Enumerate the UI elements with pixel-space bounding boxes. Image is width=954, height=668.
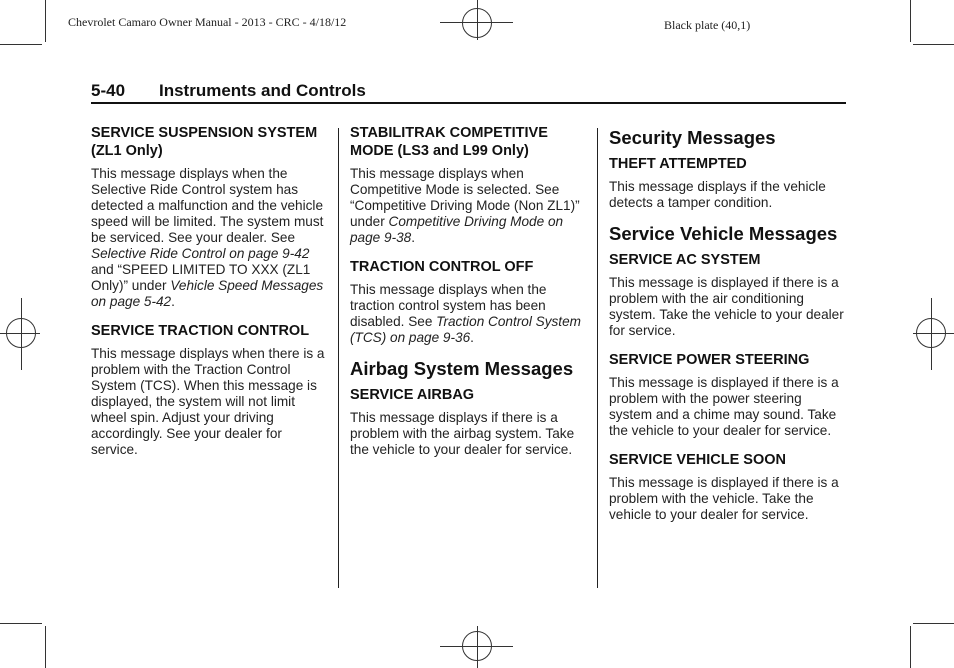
heading-traction-control-off: TRACTION CONTROL OFF — [350, 259, 534, 275]
crop-mark — [913, 623, 954, 624]
body-service-traction-control: This message displays when there is a problem with the Traction Control System (TCS). When this message is displayed, the system will not limit wheel spin. Adjust your driving accordingly. See your dealer for service. — [91, 346, 325, 457]
registration-crosshair — [913, 333, 954, 334]
body-theft-attempted: This message displays if the vehicle detects a tamper condition. — [609, 179, 826, 210]
body-service-suspension: This message displays when the Selective Ride Control system has detected a malfunction and the vehicle speed will be limited. The system must be serviced. See your dealer. See Selective Ride Control on page 9-42 and “SPEED LIMITED TO XXX (ZL1 Only)” under Vehicle Speed Messages on page 5-42. — [91, 166, 324, 309]
crop-mark — [910, 0, 911, 42]
section-title: Instruments and Controls — [159, 81, 366, 100]
title-security-messages: Security Messages — [609, 127, 776, 148]
body-service-power-steering: This message is displayed if there is a problem with the power steering system and a chime may sound. Take the vehicle to your dealer for service. — [609, 375, 839, 438]
heading-service-traction-control: SERVICE TRACTION CONTROL — [91, 323, 310, 339]
crop-mark — [45, 0, 46, 42]
heading-stabilitrak-competitive: STABILITRAK COMPETITIVE MODE (LS3 and L99 Only) — [350, 125, 548, 159]
xref-competitive-driving-mode[interactable]: Competitive Driving Mode on page 9-38 — [350, 214, 564, 245]
xref-selective-ride-control[interactable]: Selective Ride Control on page 9-42 — [91, 246, 310, 261]
crop-mark — [913, 44, 954, 45]
print-header-left: Chevrolet Camaro Owner Manual - 2013 - CRC - 4/18/12 — [68, 15, 347, 29]
registration-crosshair — [0, 333, 40, 334]
header-rule — [91, 102, 846, 104]
heading-service-ac-system: SERVICE AC SYSTEM — [609, 252, 761, 268]
heading-service-power-steering: SERVICE POWER STEERING — [609, 352, 810, 368]
body-service-airbag: This message displays if there is a problem with the airbag system. Take the vehicle to your dealer for service. — [350, 410, 575, 457]
column-2 — [350, 124, 586, 470]
page-header — [91, 81, 846, 101]
body-service-ac-system: This message is displayed if there is a problem with the air conditioning system. Take the vehicle to your dealer for service. — [609, 275, 844, 338]
registration-crosshair — [477, 0, 478, 40]
print-header-right: Black plate (40,1) — [664, 18, 751, 32]
body-stabilitrak-competitive: This message displays when Competitive Mode is selected. See “Competitive Driving Mode (Non ZL1)” under Competitive Driving Mode on page 9-38. — [350, 166, 580, 245]
title-service-vehicle-messages: Service Vehicle Messages — [609, 223, 838, 244]
column-1 — [91, 124, 327, 470]
crop-mark — [45, 626, 46, 668]
crop-mark — [0, 623, 42, 624]
page-number: 5-40 — [91, 81, 126, 100]
crop-mark — [910, 626, 911, 668]
column-3 — [609, 124, 847, 535]
heading-service-suspension: SERVICE SUSPENSION SYSTEM (ZL1 Only) — [91, 125, 318, 159]
xref-traction-control-system[interactable]: Traction Control System (TCS) on page 9-36 — [350, 314, 581, 345]
crop-mark — [0, 44, 42, 45]
body-service-vehicle-soon: This message is displayed if there is a problem with the vehicle. Take the vehicle to your dealer for service. — [609, 475, 839, 522]
column-divider — [338, 128, 339, 588]
registration-crosshair — [477, 626, 478, 668]
title-airbag-system-messages: Airbag System Messages — [350, 358, 574, 379]
column-divider — [597, 128, 598, 588]
xref-vehicle-speed-messages[interactable]: Vehicle Speed Messages on page 5-42 — [91, 278, 324, 309]
heading-service-airbag: SERVICE AIRBAG — [350, 387, 475, 403]
registration-crosshair — [931, 298, 932, 370]
body-traction-control-off: This message displays when the traction control system has been disabled. See Traction Control System (TCS) on page 9-36. — [350, 282, 581, 345]
registration-crosshair — [21, 298, 22, 370]
heading-service-vehicle-soon: SERVICE VEHICLE SOON — [609, 452, 786, 468]
heading-theft-attempted: THEFT ATTEMPTED — [609, 156, 747, 172]
